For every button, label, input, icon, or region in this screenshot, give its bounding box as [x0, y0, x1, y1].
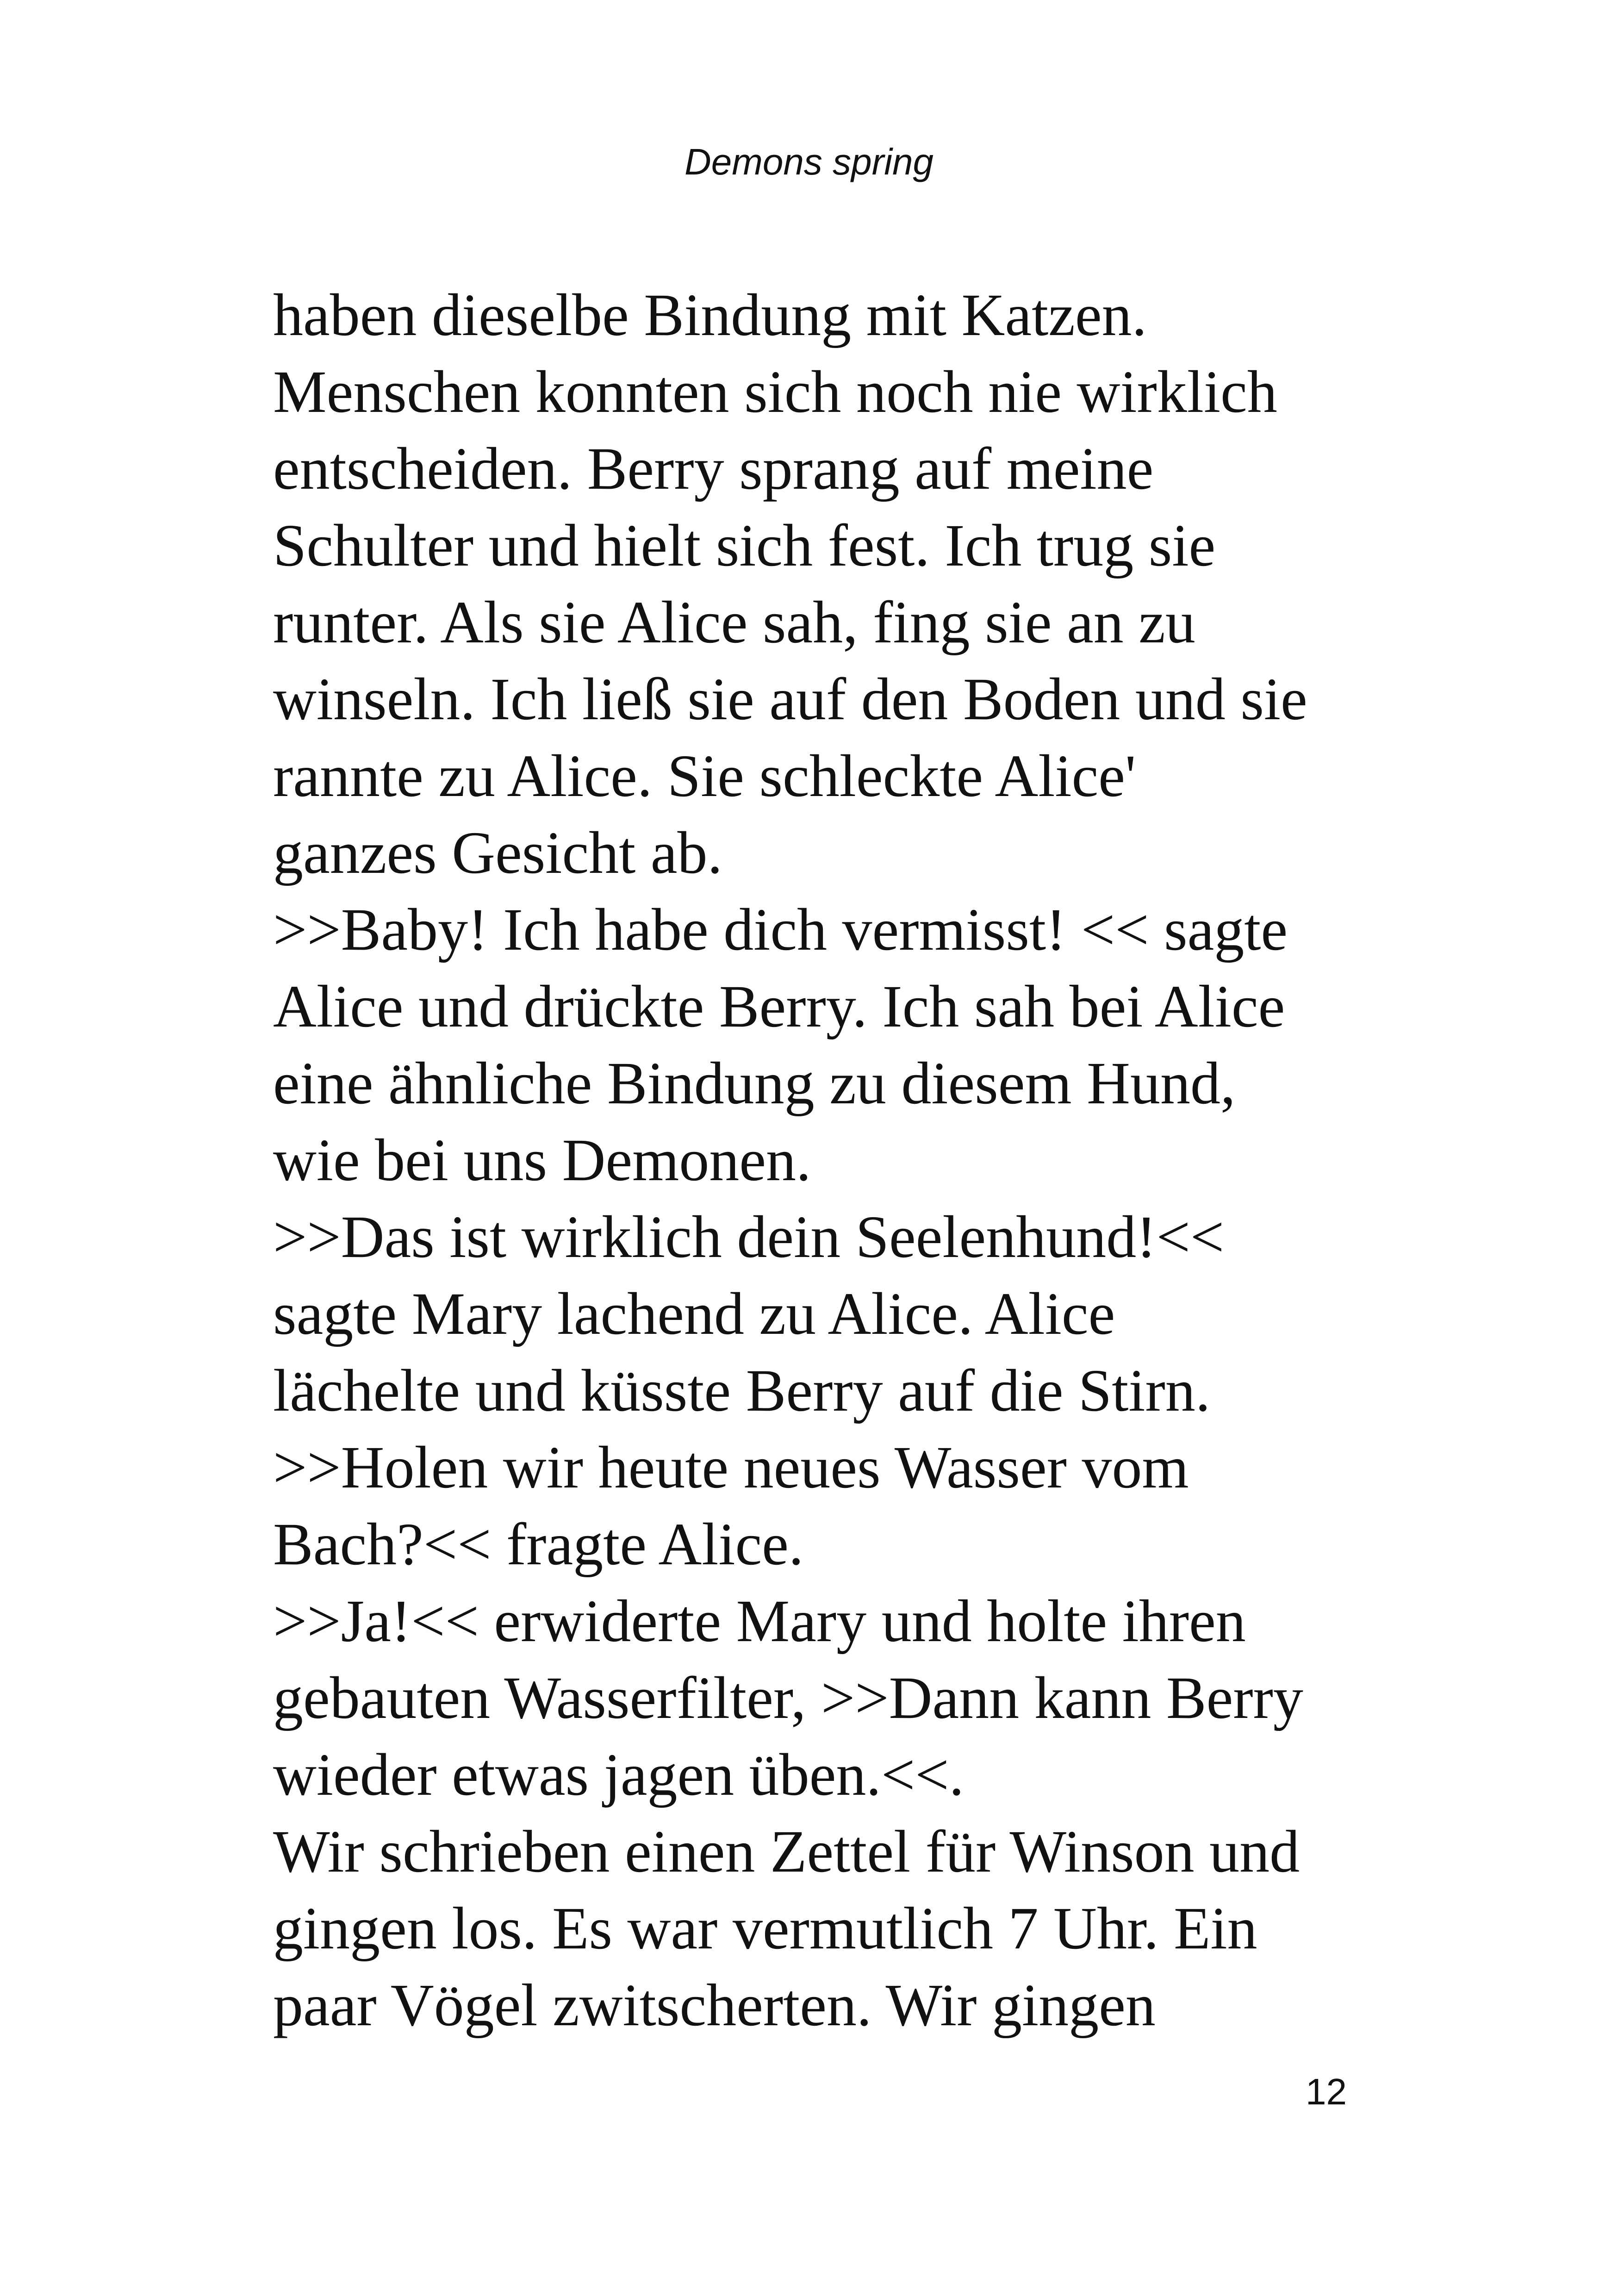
text-line: paar Vögel zwitscherten. Wir gingen	[273, 1972, 1156, 2039]
text-line: >>Ja!<< erwiderte Mary und holte ihren	[273, 1588, 1246, 1655]
text-line: haben dieselbe Bindung mit Katzen.	[273, 282, 1147, 348]
body-text	[273, 277, 1393, 2044]
text-line: Schulter und hielt sich fest. Ich trug sie	[273, 512, 1216, 579]
text-line: >>Das ist wirklich dein Seelenhund!<<	[273, 1204, 1225, 1270]
text-line: gebauten Wasserfilter, >>Dann kann Berry	[273, 1665, 1303, 1731]
text-line: winseln. Ich ließ sie auf den Boden und sie	[273, 666, 1307, 733]
text-line: runter. Als sie Alice sah, fing sie an zu	[273, 589, 1195, 656]
page-number: 12	[1306, 2071, 1347, 2112]
text-line: Menschen konnten sich noch nie wirklich	[273, 359, 1277, 425]
text-line: >>Holen wir heute neues Wasser vom	[273, 1434, 1189, 1501]
text-line: lächelte und küsste Berry auf die Stirn.	[273, 1357, 1211, 1424]
text-line: Alice und drückte Berry. Ich sah bei Alice	[273, 973, 1285, 1040]
running-header-title: Demons spring	[684, 141, 933, 182]
text-line: wie bei uns Demonen.	[273, 1127, 811, 1194]
text-line: gingen los. Es war vermutlich 7 Uhr. Ein	[273, 1895, 1257, 1962]
text-line: Bach?<< fragte Alice.	[273, 1511, 804, 1578]
text-line: wieder etwas jagen üben.<<.	[273, 1742, 965, 1808]
text-line: sagte Mary lachend zu Alice. Alice	[273, 1281, 1115, 1347]
text-line: ganzes Gesicht ab.	[273, 820, 723, 886]
text-line: Wir schrieben einen Zettel für Winson und	[273, 1818, 1300, 1885]
text-line: rannte zu Alice. Sie schleckte Alice'	[273, 743, 1136, 809]
text-line: entscheiden. Berry sprang auf meine	[273, 436, 1154, 502]
text-line: eine ähnliche Bindung zu diesem Hund,	[273, 1050, 1236, 1117]
text-line: >>Baby! Ich habe dich vermisst! << sagte	[273, 896, 1288, 963]
